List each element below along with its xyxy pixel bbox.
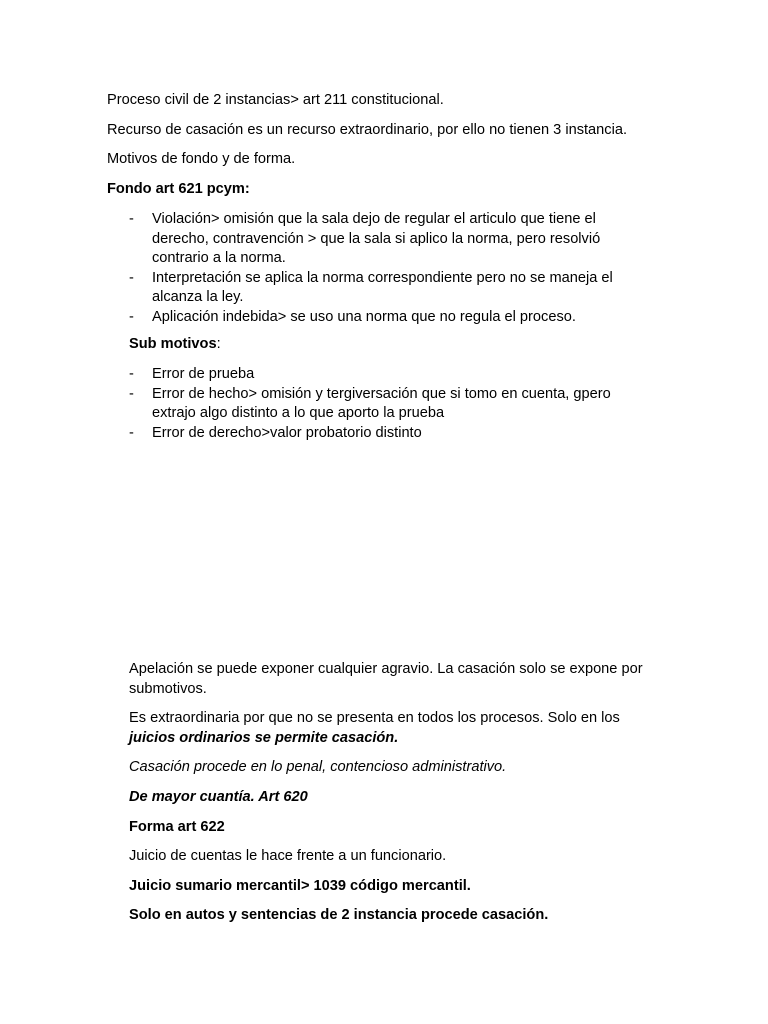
list-item bbox=[129, 365, 629, 385]
apelacion-section bbox=[129, 660, 669, 699]
mayor-cuantia-section bbox=[129, 788, 669, 808]
list-item-text: Violación> omisión que la sala dejo de regular el articulo que tiene el derecho, contravención > que la sala si aplico la norma, pero resolvió contrario a la norma. bbox=[152, 211, 601, 266]
forma-heading: Forma art 622 bbox=[129, 819, 225, 835]
list-item bbox=[129, 385, 629, 424]
paragraph-casacion-procede: Casación procede en lo penal, contencioso administrativo. bbox=[129, 759, 507, 775]
list-item-text: Error de hecho> omisión y tergiversación que si tomo en cuenta, gpero extrajo algo distinto a lo que aporto la prueba bbox=[152, 385, 611, 421]
juicio-sumario-section bbox=[129, 877, 669, 897]
sub-motivos-label: Sub motivos bbox=[129, 336, 217, 352]
paragraph-juicio-cuentas: Juicio de cuentas le hace frente a un funcionario. bbox=[129, 848, 447, 864]
sub-motivos-colon: : bbox=[216, 336, 221, 352]
list-dash: - bbox=[129, 211, 134, 227]
paragraph-apelacion: Apelación se puede exponer cualquier agravio. La casación solo se expone por submotivos. bbox=[129, 661, 643, 697]
list-item bbox=[129, 424, 629, 444]
paragraph-proceso-civil: Proceso civil de 2 instancias> art 211 constitucional. bbox=[107, 92, 444, 108]
fondo-list bbox=[129, 210, 629, 327]
list-item-text: Error de derecho>valor probatorio distinto bbox=[152, 424, 422, 441]
sub-motivos-heading bbox=[129, 335, 529, 355]
recurso-section bbox=[107, 121, 707, 141]
list-item-text: Interpretación se aplica la norma correspondiente pero no se maneja el alcanza la ley. bbox=[152, 269, 613, 305]
list-item bbox=[129, 210, 629, 269]
extraordinaria-text: Es extraordinaria por que no se presenta en todos los procesos. Solo en los bbox=[129, 710, 620, 726]
motivos-section bbox=[107, 150, 687, 170]
list-dash: - bbox=[129, 269, 134, 286]
paragraph-extraordinaria bbox=[129, 709, 669, 748]
solo-autos-section bbox=[129, 906, 669, 926]
list-dash: - bbox=[129, 385, 134, 402]
sub-motivos-heading-block bbox=[129, 335, 529, 355]
list-dash: - bbox=[129, 366, 134, 382]
list-item bbox=[129, 269, 629, 308]
fondo-heading: Fondo art 621 pcym: bbox=[107, 181, 250, 197]
fondo-heading-block bbox=[107, 180, 687, 200]
extraordinaria-section bbox=[129, 709, 669, 748]
paragraph-juicio-sumario: Juicio sumario mercantil> 1039 código mercantil. bbox=[129, 878, 471, 894]
forma-section bbox=[129, 818, 669, 838]
list-dash: - bbox=[129, 424, 134, 441]
list-item-text: Error de prueba bbox=[152, 366, 255, 382]
paragraph-motivos: Motivos de fondo y de forma. bbox=[107, 151, 296, 167]
sub-motivos-list bbox=[129, 365, 629, 443]
list-dash: - bbox=[129, 308, 134, 325]
casacion-procede-section bbox=[129, 758, 669, 778]
paragraph-mayor-cuantia: De mayor cuantía. Art 620 bbox=[129, 789, 308, 805]
paragraph-solo-autos: Solo en autos y sentencias de 2 instancia procede casación. bbox=[129, 907, 549, 923]
intro-section bbox=[107, 91, 687, 111]
juicios-ordinarios-emphasis: juicios ordinarios se permite casación. bbox=[129, 729, 399, 746]
paragraph-recurso-casacion: Recurso de casación es un recurso extraordinario, por ello no tienen 3 instancia. bbox=[107, 122, 627, 138]
list-item-text: Aplicación indebida> se uso una norma que no regula el proceso. bbox=[152, 308, 576, 325]
juicio-cuentas-section bbox=[129, 847, 669, 867]
list-item bbox=[129, 308, 629, 328]
